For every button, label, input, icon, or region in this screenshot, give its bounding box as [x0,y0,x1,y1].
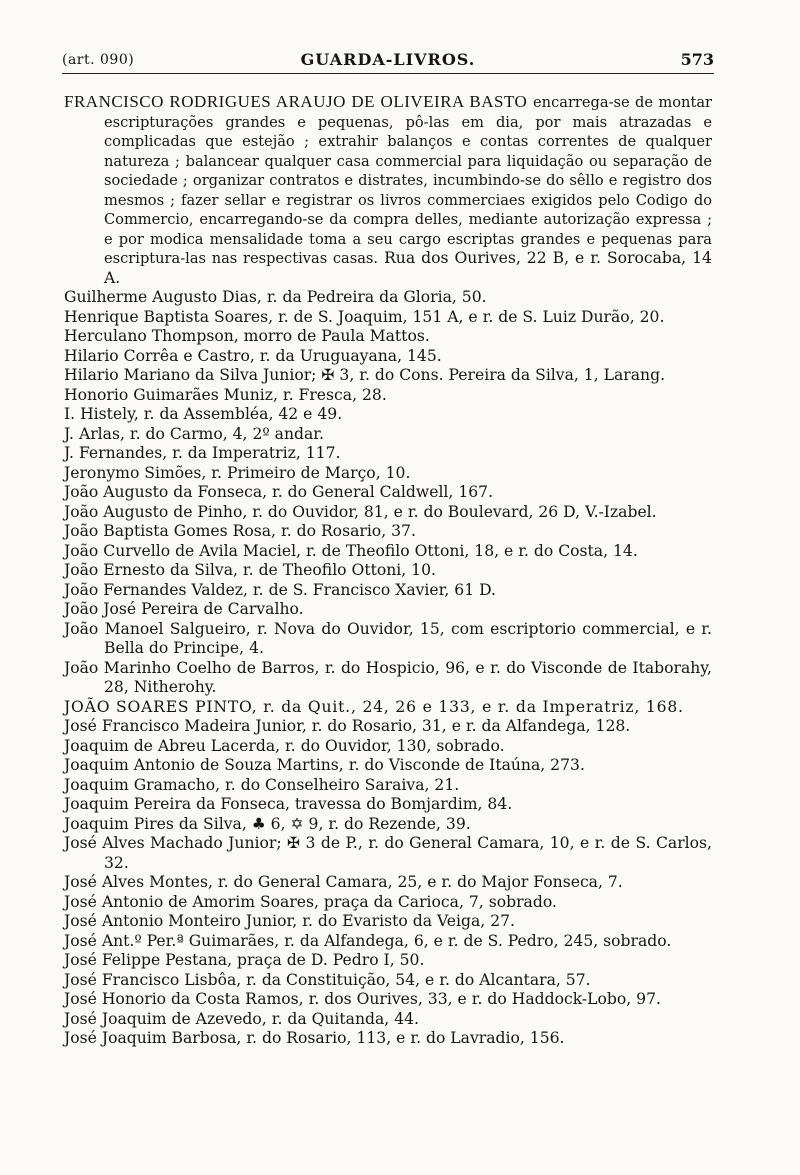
list-item: José Honorio da Costa Ramos, r. dos Ourives, 33, e r. do Haddock-Lobo, 97. [64,990,661,1008]
list-item: José Felippe Pestana, praça de D. Pedro I, 50. [64,951,425,969]
list-item: José Antonio de Amorim Soares, praça da Carioca, 7, sobrado. [64,892,557,911]
list-item: J. Arlas, r. do Carmo, 4, 2º andar. [64,424,324,443]
list-item: José Alves Montes, r. do General Camara, 25, e r. do Major Fonseca, 7. [64,873,623,891]
list-item: Herculano Thompson, morro de Paula Mattos. [64,327,430,345]
list-item: Joaquim Pires da Silva, ♣ 6, ✡ 9, r. do Rezende, 39. [64,814,471,833]
list-item: Honorio Guimarães Muniz, r. Fresca, 28. [64,385,387,404]
featured-entry-address: Rua dos Ourives, 22 B, e r. Sorocaba, 14 A. [104,249,712,287]
list-item: JOÃO SOARES PINTO, r. da Quit., 24, 26 e 133, e r. da Imperatriz, 168. [64,697,684,716]
list-item: Joaquim de Abreu Lacerda, r. do Ouvidor, 130, sobrado. [64,736,505,755]
list-item: João Augusto da Fonseca, r. do General Caldwell, 167. [64,483,494,501]
section-title: GUARDA-LIVROS. [300,50,476,69]
list-item: I. Histely, r. da Assembléa, 42 e 49. [64,405,343,423]
page-number: 573 [680,50,714,69]
list-item: João Baptista Gomes Rosa, r. do Rosario, 37. [64,522,416,540]
list-item: J. Fernandes, r. da Imperatriz, 117. [64,444,341,462]
list-item: João José Pereira de Carvalho. [64,600,304,618]
list-item: João Marinho Coelho de Barros, r. do Hospicio, 96, e r. do Visconde de Itaborahy, 28, Nitherohy. [64,658,712,696]
featured-entry-name: FRANCISCO RODRIGUES ARAUJO DE OLIVEIRA BASTO [64,92,528,111]
featured-entry-description: encarrega-se de montar escripturações grandes e pequenas, pô-las em dia, por mais atrazadas e complicadas que estejão ; extrahir balanços e contas correntes de qualquer natureza ; balancear qualquer casa commercial para liquidação ou separação de sociedade ; organizar contratos e distrates, incumbindo-se do sêllo e registro dos mesmos ; fazer sellar e registrar os livros commerciaes exigidos pelo Codigo do Commercio, encarregando-se da compra delles, mediante autorização expressa ; e por modica mensalidade toma a seu cargo escriptas grandes e pequenas para escriptura-las nas respectivas casas. [104,94,712,267]
list-item: João Augusto de Pinho, r. do Ouvidor, 81, e r. do Boulevard, 26 D, V.-Izabel. [64,502,657,521]
list-item: Jeronymo Simões, r. Primeiro de Março, 10. [64,463,411,482]
list-item: Joaquim Gramacho, r. do Conselheiro Saraiva, 21. [64,775,460,794]
list-item: Hilario Corrêa e Castro, r. da Uruguayana, 145. [64,346,442,365]
list-item: José Alves Machado Junior; ✠ 3 de P., r. do General Camara, 10, e r. de S. Carlos, 32. [64,834,712,872]
list-item: José Joaquim Barbosa, r. do Rosario, 113, e r. do Lavradio, 156. [64,1029,565,1047]
list-item: José Francisco Madeira Junior, r. do Rosario, 31, e r. da Alfandega, 128. [64,717,631,735]
list-item: João Curvello de Avila Maciel, r. de Theofilo Ottoni, 18, e r. do Costa, 14. [64,541,638,560]
list-item: Hilario Mariano da Silva Junior; ✠ 3, r. do Cons. Pereira da Silva, 1, Larang. [64,366,666,384]
list-item: Guilherme Augusto Dias, r. da Pedreira da Gloria, 50. [64,288,487,306]
list-item: Joaquim Pereira da Fonseca, travessa do Bomjardim, 84. [64,795,513,813]
list-item: João Ernesto da Silva, r. de Theofilo Ottoni, 10. [64,561,436,579]
article-reference: (art. 090) [62,52,135,68]
entry-list [64,92,712,1049]
list-item: José Ant.º Per.ª Guimarães, r. da Alfandega, 6, e r. de S. Pedro, 245, sobrado. [64,931,672,950]
list-item: José Antonio Monteiro Junior, r. do Evaristo da Veiga, 27. [64,912,516,930]
list-item: José Joaquim de Azevedo, r. da Quitanda, 44. [64,1009,420,1028]
list-item: João Fernandes Valdez, r. de S. Francisco Xavier, 61 D. [64,580,496,599]
list-item: Henrique Baptista Soares, r. de S. Joaquim, 151 A, e r. de S. Luiz Durão, 20. [64,307,665,326]
featured-entry [64,92,712,288]
list-item: João Manoel Salgueiro, r. Nova do Ouvidor, 15, com escriptorio commercial, e r. Bella do Principe, 4. [64,619,712,657]
page-header [62,50,714,72]
list-item: José Francisco Lisbôa, r. da Constituição, 54, e r. do Alcantara, 57. [64,970,591,989]
list-item: Joaquim Antonio de Souza Martins, r. do Visconde de Itaúna, 273. [64,756,585,774]
header-rule [62,73,714,74]
